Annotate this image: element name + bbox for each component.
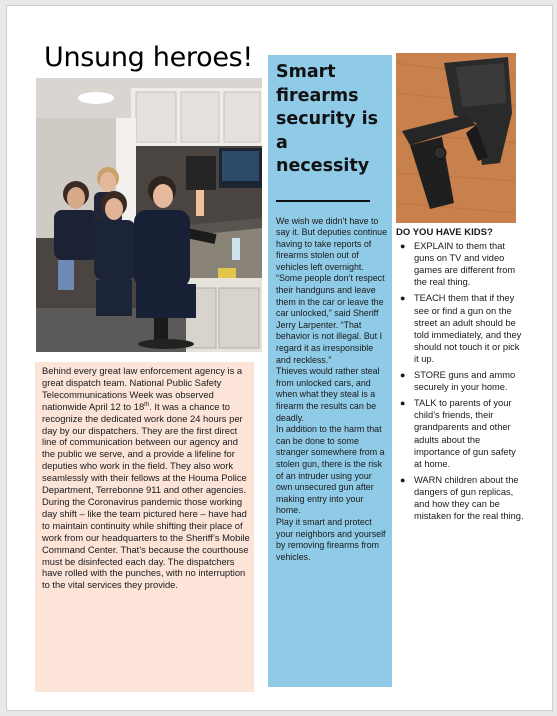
article-paragraph: We wish we didn’t have to say it. But deputies continue having to take reports of firearms stolen out of vehicles left overnight. bbox=[276, 215, 388, 272]
gun-safety-tips bbox=[396, 227, 526, 526]
article-paragraph: Thieves would rather steal from unlocked cars, and when what they steal is a firearm the results can be deadly. bbox=[276, 366, 380, 423]
firearms-article-body bbox=[276, 216, 387, 564]
tip-text: STORE guns and ammo securely in your home. bbox=[414, 370, 516, 393]
bullet-icon: ● bbox=[400, 241, 406, 252]
article-title-unsung-heroes: Unsung heroes! bbox=[44, 42, 253, 73]
bullet-icon: ● bbox=[400, 293, 406, 304]
article-body-text: Behind every great law enforcement agency is a great dispatch team. National Public Safety Telecommunications Week was observed nationwide April 12 to 18 bbox=[42, 365, 243, 412]
dispatch-team-photo bbox=[36, 78, 262, 352]
tips-heading: DO YOU HAVE KIDS? bbox=[396, 227, 493, 238]
list-item bbox=[396, 397, 526, 470]
firearms-security-article bbox=[268, 55, 392, 687]
title-divider bbox=[276, 200, 370, 202]
unsung-heroes-article-body bbox=[35, 362, 254, 692]
tip-text: TALK to parents of your child’s friends, their grandparents and other adults about the importance of gun safety at home. bbox=[414, 398, 516, 469]
list-item bbox=[396, 292, 526, 365]
list-item bbox=[396, 474, 526, 522]
ordinal-suffix: th bbox=[144, 401, 150, 408]
tip-text: EXPLAIN to them that guns on TV and video games are different from the real thing. bbox=[414, 241, 516, 288]
holstered-handgun-photo bbox=[396, 53, 516, 223]
bullet-icon: ● bbox=[400, 398, 406, 409]
tip-text: TEACH them that if they see or find a gun on the street an adult should be told immediately, and they should not touch it or pick it up. bbox=[414, 293, 522, 364]
tips-list bbox=[396, 240, 526, 522]
article-paragraph: “Some people don’t respect their handguns and leave them in the car or leave the car unlocked,” said Sheriff Jerry Larpenter. “That behavior is not illegal. But I regard it as irresponsible and reckless.” bbox=[276, 273, 385, 365]
article-title-firearms-security: Smart firearms security is a necessity bbox=[276, 62, 379, 176]
tip-text: WARN children about the dangers of gun replicas, and how they can be mistaken for the real thing. bbox=[414, 474, 524, 522]
list-item bbox=[396, 240, 526, 288]
article-paragraph: In addition to the harm that can be done to some stranger somewhere from a stolen gun, there is the risk of an intruder using your own unsecured gun after making entry into your home. bbox=[276, 424, 385, 516]
list-item bbox=[396, 369, 526, 393]
bullet-icon: ● bbox=[400, 474, 406, 485]
bullet-icon: ● bbox=[400, 370, 406, 381]
article-body-text-continued: . It was a chance to recognize the dedicated work done 24 hours per day by our dispatchers. They are the first direct line of communication between our agency and the public we serve, and a provide a lifeline for deputies who work in the field. They also work seamlessly with their fellows at the Houma Police Department, Terrebonne 911 and other agencies. During the Coronavirus pandemic those working day shift – like the team pictured here – have had to maintain continuity while shifting their place of work from our headquarters to the Sheriff’s Mobile Command Center. That’s because the courthouse must be disinfected each day. The dispatchers have rolled with the punches, with no interruption to the vital services they provide. bbox=[42, 400, 250, 591]
article-paragraph: Play it smart and protect your neighbors and yourself by removing firearms from vehicles. bbox=[276, 516, 386, 562]
